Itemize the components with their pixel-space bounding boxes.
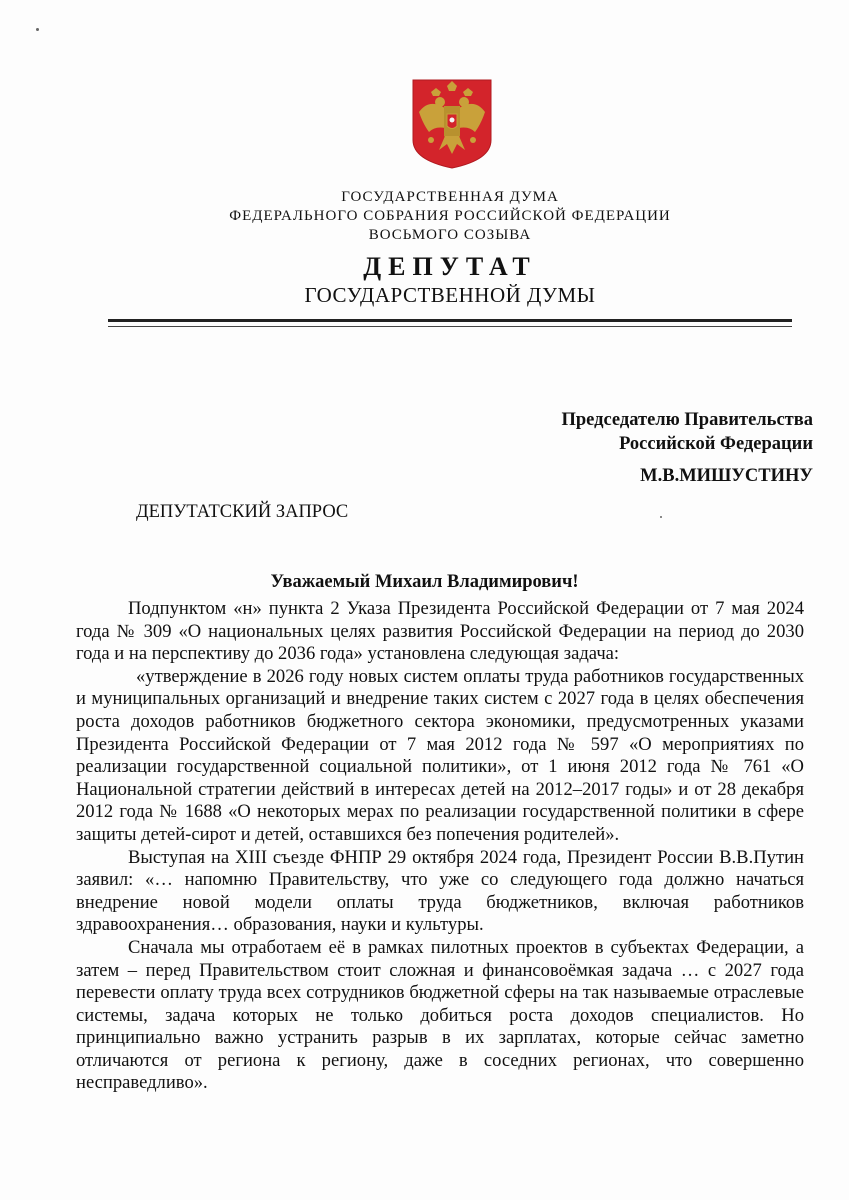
deputy-subtitle: ГОСУДАРСТВЕННОЙ ДУМЫ	[304, 283, 596, 307]
org-line-3: ВОСЬМОГО СОЗЫВА	[368, 227, 532, 243]
header-divider-thin	[108, 326, 792, 327]
org-line-2: ФЕДЕРАЛЬНОГО СОБРАНИЯ РОССИЙСКОЙ ФЕДЕРАЦИИ	[229, 208, 671, 224]
document-type-title: ДЕПУТАТСКИЙ ЗАПРОС	[136, 502, 349, 522]
addressee-name: М.В.МИШУСТИНУ	[640, 466, 813, 486]
deputy-title: ДЕПУТАТ	[363, 252, 537, 281]
paragraph-quote: «утверждение в 2026 году новых систем оплаты труда работников государственных и муниципальных организаций и внедрение таких систем с 2027 года в целях обеспечения роста доходов работников бюджетного сектора экономики, предусмотренных указами Президента Российской Федерации от 7 мая 2012 года № 597 «О мероприятиях по реализации государственной социальной политики», от 1 июня 2012 года № 761 «О Национальной стратегии действий в интересах детей на 2012–2017 годы» и от 28 декабря 2012 года № 1688 «О некоторых мерах по реализации государственной политики в сфере защиты детей-сирот и детей, оставшихся без попечения родителей».	[76, 665, 804, 845]
paragraph: Подпунктом «н» пункта 2 Указа Президента Российской Федерации от 7 мая 2024 года № 309 «О национальных целях развития Российской Федерации на период до 2030 года и на перспективу до 2036 года» установлена следующая задача:	[76, 598, 804, 665]
addressee-block	[561, 408, 813, 488]
paragraph: Выступая на XIII съезде ФНПР 29 октября 2024 года, Президент России В.В.Путин заявил: «… напомню Правительству, что уже со следующего года должно начаться внедрение новой модели оплаты труда бюджетников, включая работников здравоохранения… образования, науки и культуры.	[76, 846, 804, 936]
organization-header	[150, 188, 750, 245]
addressee-line-2: Российской Федерации	[619, 434, 813, 454]
document-body	[76, 598, 804, 1095]
paragraph: Сначала мы отработаем её в рамках пилотных проектов в субъектах Федерации, а затем – перед Правительством стоит сложная и финансовоёмкая задача … с 2027 года перевести оплату труда всех сотрудников бюджетной сферы на так называемые отраслевые системы, задача которых не только добиться роста доходов специалистов. Но принципиально важно устранить разрыв в их зарплатах, которые сейчас заметно отличаются от региона к региону, даже в соседних регионах, что совершенно несправедливо».	[76, 936, 804, 1094]
header-divider-thick	[108, 319, 792, 322]
org-line-1: ГОСУДАРСТВЕННАЯ ДУМА	[341, 189, 559, 205]
scan-artifact	[660, 516, 662, 518]
greeting: Уважаемый Михаил Владимирович!	[270, 572, 579, 592]
addressee-line-1: Председателю Правительства	[561, 410, 813, 430]
scan-artifact	[36, 28, 39, 31]
coat-of-arms-icon	[411, 78, 493, 170]
